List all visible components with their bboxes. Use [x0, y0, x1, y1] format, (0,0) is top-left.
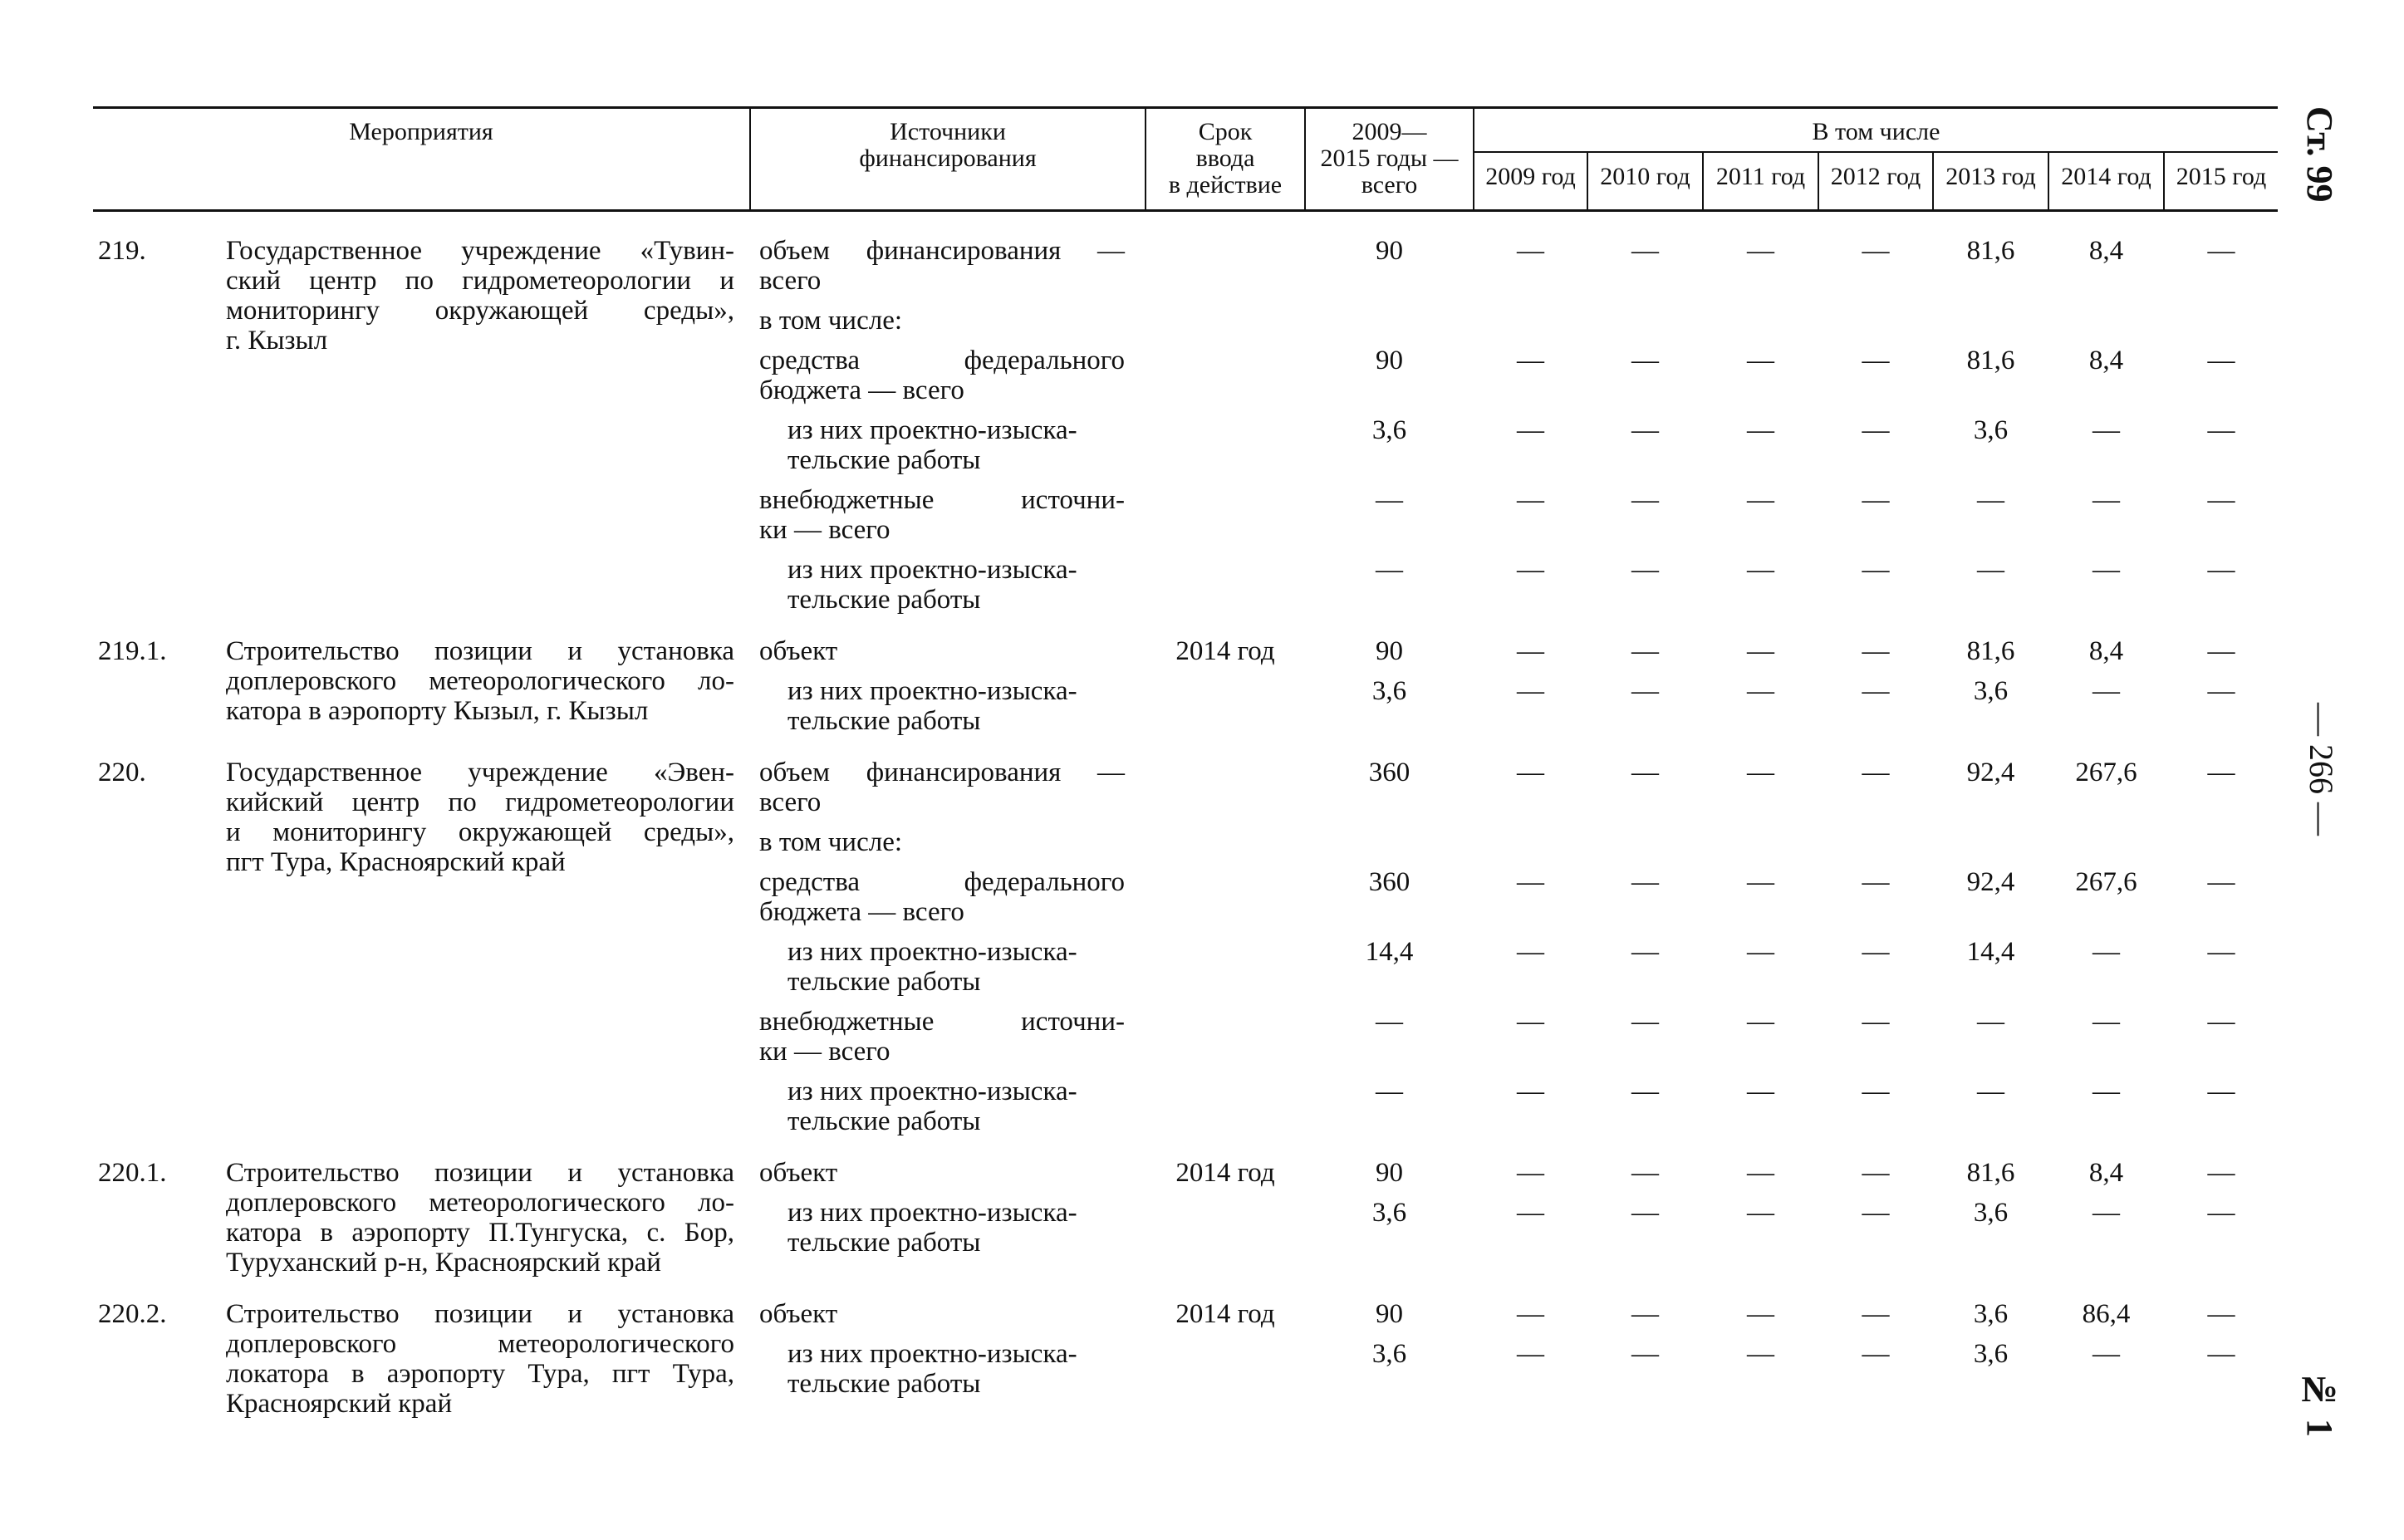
year-value: —: [1747, 236, 1774, 266]
commission-term: 2014 год: [1175, 1299, 1275, 1329]
total-value: 360: [1368, 867, 1411, 897]
header-top-rule: [93, 106, 2278, 109]
year-value: —: [1517, 676, 1544, 706]
funding-source-line: тельские работы: [787, 1106, 981, 1136]
commission-term: 2014 год: [1175, 636, 1275, 666]
year-value: —: [1862, 555, 1890, 585]
funding-source-line: тельские работы: [787, 967, 981, 997]
year-value: —: [2092, 415, 2120, 445]
year-value: —: [1517, 555, 1544, 585]
entry-description-line: кийский центр по гидрометеорологии: [226, 787, 734, 817]
year-value: 81,6: [1966, 1158, 2015, 1188]
year-value: —: [1862, 867, 1890, 897]
year-value: —: [1862, 415, 1890, 445]
year-value: 92,4: [1966, 758, 2015, 787]
header-sources-line: Источники: [890, 118, 1006, 145]
year-value: —: [1631, 676, 1659, 706]
year-value: 3,6: [1973, 1198, 2009, 1228]
entry-description-line: пгт Тура, Красноярский край: [226, 847, 566, 877]
year-value: —: [1631, 867, 1659, 897]
funding-source-line: всего: [759, 787, 822, 817]
total-value: 90: [1376, 636, 1403, 666]
funding-source-line: бюджета — всего: [759, 897, 964, 927]
year-value: —: [1862, 676, 1890, 706]
year-value: 8,4: [2088, 636, 2124, 666]
funding-source-line: объект: [759, 1299, 838, 1329]
entry-number: 220.: [98, 758, 146, 787]
year-value: —: [1862, 1007, 1890, 1037]
year-value: —: [2207, 1339, 2235, 1369]
year-value: 81,6: [1966, 236, 2015, 266]
year-value: —: [1747, 937, 1774, 967]
side-article-number: Ст. 99: [2299, 106, 2340, 203]
header-term-line: в действие: [1168, 171, 1283, 199]
funding-source-line: ки — всего: [759, 515, 890, 545]
year-value: —: [1631, 1007, 1659, 1037]
header-year: 2013 год: [1945, 163, 2036, 190]
year-value: —: [1631, 236, 1659, 266]
year-value: 8,4: [2088, 1158, 2124, 1188]
header-year: 2009 год: [1485, 163, 1576, 190]
funding-source-line: внебюджетные источни-: [759, 485, 1125, 515]
year-value: —: [1517, 636, 1544, 666]
year-value: —: [1517, 485, 1544, 515]
year-value: —: [1977, 1077, 2004, 1106]
year-value: 81,6: [1966, 346, 2015, 375]
entry-description-line: Строительство позиции и установка: [226, 1158, 734, 1188]
year-value: —: [2207, 1158, 2235, 1188]
entry-number: 220.2.: [98, 1299, 167, 1329]
year-value: 81,6: [1966, 636, 2015, 666]
funding-source-line: из них проектно-изыска-: [787, 1198, 1077, 1228]
funding-source-line: в том числе:: [759, 827, 903, 857]
commission-term: 2014 год: [1175, 1158, 1275, 1188]
total-value: 360: [1368, 758, 1411, 787]
year-value: —: [1631, 636, 1659, 666]
year-value: —: [1747, 636, 1774, 666]
entry-description-line: Туруханский р-н, Красноярский край: [226, 1248, 661, 1278]
entry-number: 220.1.: [98, 1158, 167, 1188]
year-value: —: [1862, 236, 1890, 266]
funding-source-line: объем финансирования —: [759, 758, 1125, 787]
funding-source-line: тельские работы: [787, 585, 981, 615]
funding-source-line: объект: [759, 636, 838, 666]
year-value: —: [1631, 1198, 1659, 1228]
year-value: —: [1631, 555, 1659, 585]
funding-source-line: объект: [759, 1158, 838, 1188]
entry-description-line: доплеровского метеорологического ло-: [226, 666, 734, 696]
year-value: —: [1977, 1007, 2004, 1037]
year-value: —: [1631, 937, 1659, 967]
year-value: —: [2092, 485, 2120, 515]
year-value: —: [1631, 1077, 1659, 1106]
funding-source-line: из них проектно-изыска-: [787, 415, 1077, 445]
funding-source-line: из них проектно-изыска-: [787, 676, 1077, 706]
header-year: 2014 год: [2061, 163, 2151, 190]
year-value: —: [1747, 1007, 1774, 1037]
year-value: —: [1631, 1339, 1659, 1369]
year-value: —: [2207, 937, 2235, 967]
entry-description-line: Государственное учреждение «Эвен-: [226, 758, 734, 787]
total-value: 3,6: [1371, 676, 1407, 706]
total-value: 3,6: [1371, 415, 1407, 445]
year-value: —: [2207, 636, 2235, 666]
total-value: —: [1376, 1077, 1403, 1106]
year-value: —: [1517, 236, 1544, 266]
funding-source-line: объем финансирования —: [759, 236, 1125, 266]
funding-source-line: бюджета — всего: [759, 375, 964, 405]
year-value: —: [1862, 346, 1890, 375]
year-value: —: [1517, 415, 1544, 445]
header-bottom-rule: [93, 209, 2278, 212]
year-value: —: [1862, 485, 1890, 515]
year-value: —: [2207, 676, 2235, 706]
year-value: —: [2092, 1007, 2120, 1037]
total-value: —: [1376, 485, 1403, 515]
side-issue-number: № 1: [2299, 1369, 2340, 1437]
year-value: —: [2207, 346, 2235, 375]
year-value: —: [1862, 1158, 1890, 1188]
year-value: 8,4: [2088, 346, 2124, 375]
year-value: —: [1747, 555, 1774, 585]
funding-source-line: из них проектно-изыска-: [787, 555, 1077, 585]
total-value: 90: [1376, 346, 1403, 375]
year-value: —: [2092, 1077, 2120, 1106]
entry-number: 219.: [98, 236, 146, 266]
funding-source-line: средства федерального: [759, 867, 1125, 897]
year-value: —: [1747, 346, 1774, 375]
year-value: —: [1517, 1299, 1544, 1329]
year-value: —: [2092, 1198, 2120, 1228]
funding-source-line: в том числе:: [759, 306, 903, 336]
year-value: —: [1517, 937, 1544, 967]
funding-source-line: тельские работы: [787, 706, 981, 736]
year-value: —: [2207, 1007, 2235, 1037]
year-value: 267,6: [2075, 758, 2137, 787]
year-value: —: [1862, 1299, 1890, 1329]
total-value: 90: [1376, 1299, 1403, 1329]
header-measures: Мероприятия: [349, 118, 493, 145]
header-year: 2010 год: [1600, 163, 1690, 190]
year-value: —: [2207, 867, 2235, 897]
funding-source-line: тельские работы: [787, 1228, 981, 1258]
entry-description-line: Строительство позиции и установка: [226, 636, 734, 666]
year-value: —: [1747, 1299, 1774, 1329]
year-value: 3,6: [1973, 676, 2009, 706]
entry-number: 219.1.: [98, 636, 167, 666]
total-value: 90: [1376, 236, 1403, 266]
year-value: —: [2207, 555, 2235, 585]
year-value: —: [2092, 937, 2120, 967]
year-value: —: [1631, 346, 1659, 375]
entry-description-line: доплеровского метеорологического: [226, 1329, 734, 1359]
year-value: 86,4: [2082, 1299, 2131, 1329]
year-value: —: [1517, 758, 1544, 787]
year-value: 92,4: [1966, 867, 2015, 897]
year-value: —: [1862, 937, 1890, 967]
year-value: —: [1631, 1299, 1659, 1329]
year-value: —: [1517, 1339, 1544, 1369]
year-value: —: [1517, 346, 1544, 375]
header-term-line: Срок: [1198, 118, 1253, 145]
year-value: —: [1747, 1158, 1774, 1188]
funding-source-line: из них проектно-изыска-: [787, 1339, 1077, 1369]
year-value: —: [1517, 1198, 1544, 1228]
total-value: —: [1376, 1007, 1403, 1037]
year-value: 3,6: [1973, 1339, 2009, 1369]
year-value: 3,6: [1973, 1299, 2009, 1329]
funding-source-line: из них проектно-изыска-: [787, 937, 1077, 967]
year-value: —: [2207, 1077, 2235, 1106]
entry-description-line: Строительство позиции и установка: [226, 1299, 734, 1329]
year-value: —: [2207, 758, 2235, 787]
year-value: —: [1862, 636, 1890, 666]
funding-source-line: тельские работы: [787, 445, 981, 475]
entry-description-line: Государственное учреждение «Тувин-: [226, 236, 734, 266]
entry-description-line: ский центр по гидрометеорологии и: [226, 266, 734, 296]
year-value: —: [1631, 485, 1659, 515]
year-value: —: [2207, 485, 2235, 515]
year-value: —: [1631, 1158, 1659, 1188]
total-value: —: [1376, 555, 1403, 585]
year-value: —: [2207, 1198, 2235, 1228]
year-value: —: [1747, 1339, 1774, 1369]
funding-source-line: ки — всего: [759, 1037, 890, 1067]
year-value: —: [1631, 415, 1659, 445]
year-value: —: [1977, 555, 2004, 585]
entry-description-line: мониторингу окружающей среды»,: [226, 296, 734, 326]
year-value: —: [1517, 867, 1544, 897]
year-value: —: [1517, 1077, 1544, 1106]
entry-description-line: и мониторингу окружающей среды»,: [226, 817, 734, 847]
header-year: 2015 год: [2176, 163, 2267, 190]
entry-description-line: Красноярский край: [226, 1389, 453, 1419]
year-value: 14,4: [1966, 937, 2015, 967]
year-value: —: [1862, 1198, 1890, 1228]
funding-source-line: из них проектно-изыска-: [787, 1077, 1077, 1106]
year-value: —: [1747, 1077, 1774, 1106]
year-value: —: [1862, 1077, 1890, 1106]
entry-description-line: катора в аэропорту П.Тунгуска, с. Бор,: [226, 1218, 734, 1248]
year-value: 267,6: [2075, 867, 2137, 897]
year-value: —: [1517, 1158, 1544, 1188]
year-value: —: [1862, 758, 1890, 787]
funding-source-line: всего: [759, 266, 822, 296]
entry-description-line: локатора в аэропорту Тура, пгт Тура,: [226, 1359, 734, 1389]
header-sources-line: финансирования: [859, 145, 1037, 172]
year-value: —: [1517, 1007, 1544, 1037]
including-subrule: [1473, 151, 2278, 153]
year-value: —: [1747, 485, 1774, 515]
year-value: —: [2207, 1299, 2235, 1329]
year-value: 3,6: [1973, 415, 2009, 445]
year-value: —: [2207, 415, 2235, 445]
year-value: —: [2207, 236, 2235, 266]
year-value: —: [2092, 555, 2120, 585]
year-value: —: [2092, 1339, 2120, 1369]
header-year: 2011 год: [1715, 163, 1806, 190]
header-total-line: 2009—: [1352, 118, 1427, 145]
funding-source-line: средства федерального: [759, 346, 1125, 375]
header-including: В том числе: [1812, 118, 1940, 145]
entry-description-line: г. Кызыл: [226, 326, 328, 356]
side-page-number: — 266 —: [2303, 703, 2340, 836]
year-value: —: [1747, 1198, 1774, 1228]
year-value: —: [1747, 676, 1774, 706]
header-total-line: 2015 годы —: [1320, 145, 1459, 172]
entry-description-line: доплеровского метеорологического ло-: [226, 1188, 734, 1218]
year-value: —: [1862, 1339, 1890, 1369]
total-value: 90: [1376, 1158, 1403, 1188]
funding-source-line: внебюджетные источни-: [759, 1007, 1125, 1037]
year-value: —: [1747, 758, 1774, 787]
year-value: —: [2092, 676, 2120, 706]
year-value: —: [1747, 415, 1774, 445]
total-value: 3,6: [1371, 1339, 1407, 1369]
total-value: 14,4: [1365, 937, 1414, 967]
header-year: 2012 год: [1830, 163, 1921, 190]
header-term-line: ввода: [1195, 145, 1255, 172]
year-value: —: [1631, 758, 1659, 787]
year-value: 8,4: [2088, 236, 2124, 266]
funding-source-line: тельские работы: [787, 1369, 981, 1399]
year-value: —: [1977, 485, 2004, 515]
year-value: —: [1747, 867, 1774, 897]
entry-description-line: катора в аэропорту Кызыл, г. Кызыл: [226, 696, 649, 726]
header-total-line: всего: [1361, 171, 1418, 199]
total-value: 3,6: [1371, 1198, 1407, 1228]
